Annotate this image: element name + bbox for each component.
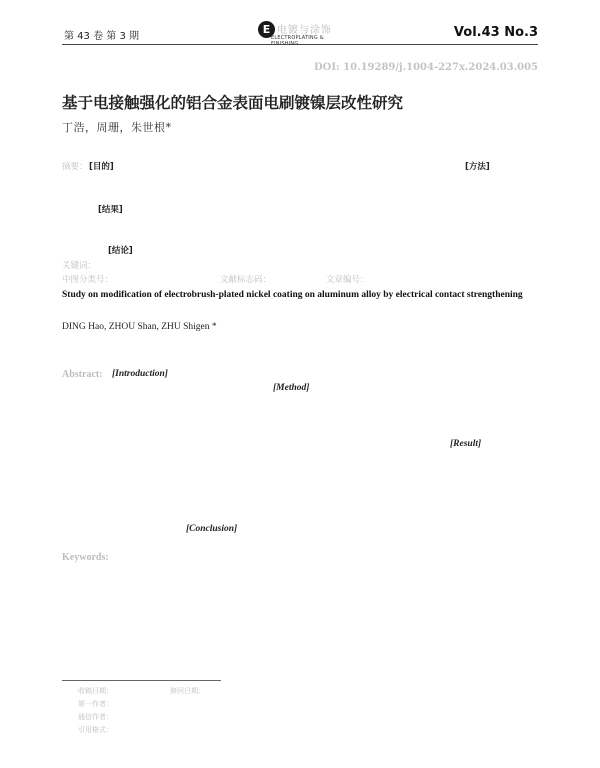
abstract-en-label: Abstract: <box>62 369 103 380</box>
received-date-label: 收稿日期： <box>78 687 113 695</box>
journal-logo <box>258 20 346 47</box>
journal-issue: 第 43 卷 第 3 期 <box>64 31 139 42</box>
footnote-rule <box>62 680 221 681</box>
keywords-cn-label: 关键词： <box>62 261 97 271</box>
logo-chinese-name: 电镀与涂饰 <box>277 25 332 36</box>
authors-cn: 丁浩，周珊，朱世根* <box>62 121 172 134</box>
abstract-en-introduction: [Introduction] <box>112 369 168 379</box>
logo-english-name: ELECTROPLATING & FINISHING <box>271 35 324 47</box>
abstract-cn-purpose: [目的] <box>89 162 114 172</box>
revised-date-label: 修回日期： <box>170 687 205 695</box>
paper-title-cn: 基于电接触强化的铝合金表面电刷镀镍层改性研究 <box>62 94 404 112</box>
clc-label: 中图分类号： <box>62 275 114 285</box>
corresponding-author-label: 通信作者： <box>78 713 113 721</box>
abstract-cn-method: [方法] <box>465 162 490 172</box>
citation-format-label: 引用格式： <box>78 726 113 734</box>
paper-title-en: Study on modification of electrobrush-plated nickel coating on aluminum alloy by electrical contact strengthening <box>62 290 523 300</box>
document-code-label: 文献标志码： <box>220 275 272 285</box>
abstract-en-method: [Method] <box>273 383 310 393</box>
abstract-cn-conclusion: [结论] <box>108 246 133 256</box>
logo-mark: E <box>258 21 275 38</box>
doi: DOI: 10.19289/j.1004-227x.2024.03.005 <box>313 62 538 73</box>
abstract-en-conclusion: [Conclusion] <box>186 524 238 534</box>
first-author-label: 第一作者： <box>78 700 113 708</box>
abstract-en-result: [Result] <box>450 439 482 449</box>
header-rule <box>62 44 538 45</box>
abstract-cn-result: [结果] <box>98 205 123 215</box>
article-number-label: 文章编号： <box>326 275 369 285</box>
authors-en: DING Hao, ZHOU Shan, ZHU Shigen * <box>62 322 217 332</box>
abstract-cn-label: 摘要： <box>62 162 88 172</box>
keywords-en-label: Keywords: <box>62 552 109 563</box>
volume-number: Vol.43 No.3 <box>453 25 538 40</box>
